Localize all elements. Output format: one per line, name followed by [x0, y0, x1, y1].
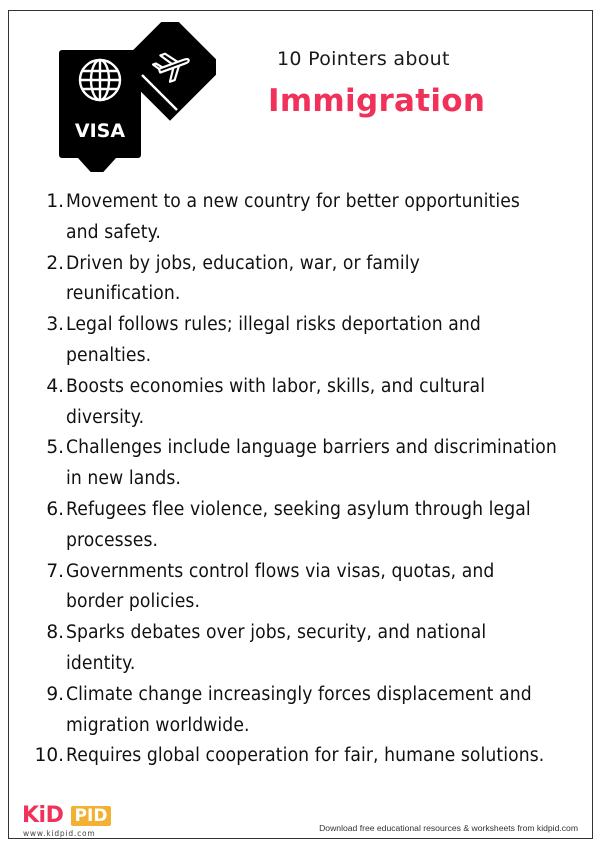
- list-item-number: 9.: [46, 683, 64, 705]
- list-item-text: Boosts economies with labor, skills, and cultural: [66, 375, 486, 397]
- list-item-text: migration worldwide.: [66, 714, 250, 736]
- logo-url: www.kidpid.com: [23, 829, 96, 838]
- list-item: [0, 557, 600, 619]
- footer-download-note: Download free educational resources & worksheets from kidpid.com: [319, 823, 578, 833]
- list-item-number: 5.: [46, 437, 64, 459]
- pointer-list: [0, 187, 600, 772]
- list-item-text: Driven by jobs, education, war, or family: [66, 252, 420, 274]
- list-item-number: 1.: [46, 191, 64, 212]
- kidpid-logo: [22, 803, 112, 838]
- list-item-text: Legal follows rules; illegal risks deportation and: [66, 314, 481, 336]
- list-item-text: and safety.: [66, 221, 161, 243]
- list-item: [0, 433, 600, 495]
- list-item: [0, 741, 600, 772]
- list-item: [0, 495, 600, 557]
- logo-kid-text: KiD: [22, 803, 64, 828]
- list-item: [0, 680, 600, 742]
- list-item-text: border policies.: [66, 591, 201, 613]
- list-item-text: Challenges include language barriers and discrimination: [66, 437, 557, 459]
- list-item-text: penalties.: [66, 344, 152, 366]
- list-item-text: identity.: [66, 652, 136, 674]
- page-subtitle: 10 Pointers about: [277, 48, 450, 70]
- visa-passport-icon: [56, 22, 216, 172]
- list-item-number: 6.: [46, 498, 64, 520]
- list-item-text: diversity.: [66, 406, 145, 428]
- list-item-text: Governments control flows via visas, quotas, and: [66, 560, 495, 582]
- list-item-text: Refugees flee violence, seeking asylum through legal: [66, 498, 531, 520]
- list-item: [0, 187, 600, 249]
- page-title: Immigration: [268, 83, 486, 119]
- list-item-text: reunification.: [66, 283, 181, 305]
- list-item-number: 2.: [46, 252, 64, 274]
- list-item: [0, 249, 600, 311]
- list-item: [0, 310, 600, 372]
- list-item-number: 7.: [46, 560, 64, 582]
- list-item-number: 10.: [34, 745, 64, 767]
- list-item-text: Climate change increasingly forces displacement and: [66, 683, 532, 705]
- list-item: [0, 618, 600, 680]
- list-item: [0, 372, 600, 434]
- list-item-number: 8.: [46, 622, 64, 644]
- globe-icon: [80, 60, 120, 100]
- list-item-text: Requires global cooperation for fair, humane solutions.: [66, 745, 545, 767]
- list-item-text: in new lands.: [66, 468, 181, 490]
- list-item-number: 3.: [46, 314, 64, 336]
- logo-pid-text: PID: [71, 806, 111, 826]
- list-item-number: 4.: [46, 375, 64, 397]
- list-item-text: Sparks debates over jobs, security, and national: [66, 622, 487, 644]
- list-item-text: processes.: [66, 529, 159, 551]
- svg-text:VISA: VISA: [74, 120, 126, 142]
- list-item-text: Movement to a new country for better opportunities: [66, 191, 520, 212]
